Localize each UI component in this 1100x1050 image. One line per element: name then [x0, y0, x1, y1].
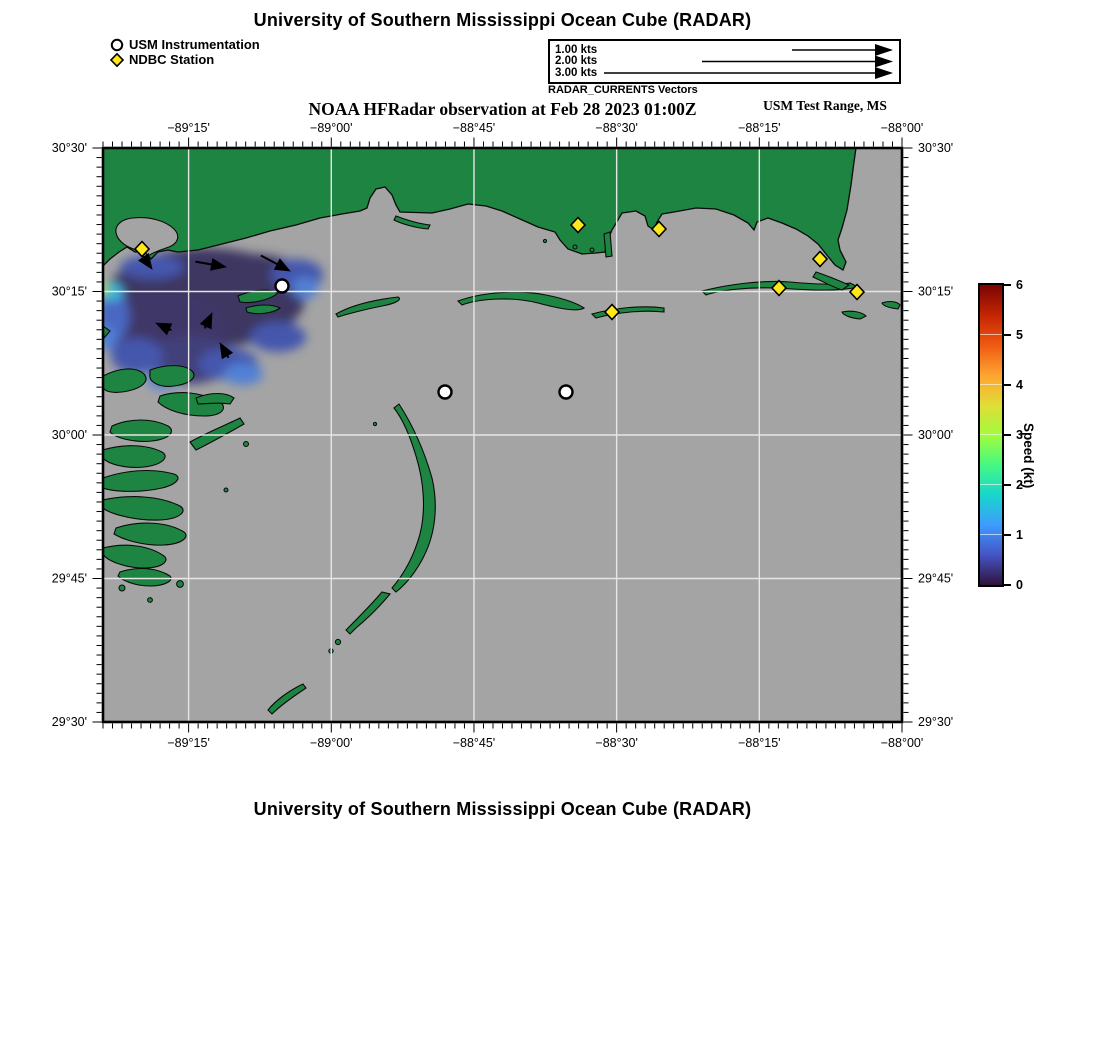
colorbar-gridline: [980, 434, 1002, 435]
top-title: University of Southern Mississippi Ocean Cube (RADAR): [253, 10, 752, 30]
legend-item-label: USM Instrumentation: [129, 37, 260, 52]
x-axis-tick-label: −88°15': [738, 736, 781, 750]
x-axis-tick-label: −88°15': [738, 121, 781, 135]
y-axis-tick-label: 29°30': [918, 715, 954, 729]
colorbar-tick: [1004, 434, 1011, 436]
islet: [148, 598, 153, 603]
y-axis-tick-label: 30°30': [51, 141, 87, 155]
island: [604, 232, 612, 257]
colorbar-tick-label: 3: [1016, 428, 1023, 442]
colorbar-tick: [1004, 484, 1011, 486]
islet: [373, 422, 376, 425]
x-axis-tick-label: −89°00': [310, 121, 353, 135]
colorbar-title: Speed (kt): [1021, 423, 1036, 489]
islet: [573, 245, 577, 249]
vector-scale-caption: RADAR_CURRENTS Vectors: [548, 84, 698, 96]
colorbar-tick: [1004, 284, 1011, 286]
colorbar-tick: [1004, 584, 1011, 586]
colorbar-gridline: [980, 534, 1002, 535]
islet: [244, 442, 249, 447]
scale-row-label: 2.00 kts: [555, 55, 598, 67]
x-axis-tick-label: −89°00': [310, 736, 353, 750]
speed-spot: [99, 284, 111, 296]
y-axis-tick-label: 30°30': [918, 141, 954, 155]
x-axis-tick-label: −89°15': [167, 121, 210, 135]
islet: [335, 639, 340, 644]
x-axis-tick-label: −88°30': [595, 736, 638, 750]
colorbar-tick-label: 0: [1016, 578, 1023, 592]
x-axis-tick-label: −88°00': [880, 121, 924, 135]
speed-spot: [250, 322, 306, 352]
colorbar-tick-label: 1: [1016, 528, 1023, 542]
y-axis-tick-label: 30°15': [51, 284, 87, 299]
x-axis-tick-label: −88°45': [452, 121, 496, 135]
speed-spot: [223, 363, 263, 385]
islet: [224, 488, 228, 492]
observation-subtitle: NOAA HFRadar observation at Feb 28 2023 01:00Z: [308, 99, 697, 119]
usm-instrument-marker: [560, 386, 573, 399]
colorbar-tick-label: 5: [1016, 328, 1023, 342]
y-axis-tick-label: 30°00': [51, 428, 87, 442]
colorbar-gridline: [980, 484, 1002, 485]
x-axis-tick-label: −88°30': [595, 121, 638, 135]
legend-item-label: NDBC Station: [129, 52, 215, 67]
x-axis-tick-label: −88°00': [880, 736, 924, 750]
y-axis-tick-label: 30°00': [918, 428, 954, 442]
colorbar-gridline: [980, 384, 1002, 385]
colorbar-tick: [1004, 534, 1011, 536]
y-axis-tick-label: 29°30': [51, 715, 87, 729]
y-axis-tick-label: 29°45': [51, 571, 87, 586]
colorbar-gridline: [980, 334, 1002, 335]
colorbar-tick-label: 6: [1016, 278, 1023, 292]
usm-instrument-marker: [276, 280, 289, 293]
colorbar-tick-label: 2: [1016, 478, 1023, 492]
x-axis-tick-label: −89°15': [167, 736, 210, 750]
speed-spot: [292, 277, 318, 299]
y-axis-tick-label: 29°45': [918, 571, 954, 586]
scale-row-label: 1.00 kts: [555, 43, 598, 56]
usm-instrument-marker: [439, 386, 452, 399]
island: [103, 446, 165, 468]
test-range-label: USM Test Range, MS: [763, 98, 887, 113]
colorbar: [978, 283, 1004, 587]
x-axis-tick-label: −88°45': [452, 736, 496, 750]
colorbar-tick: [1004, 334, 1011, 336]
colorbar-tick: [1004, 384, 1011, 386]
islet: [590, 248, 594, 252]
footer-title: University of Southern Mississippi Ocean Cube (RADAR): [253, 799, 752, 819]
islet: [543, 239, 546, 242]
colorbar-tick-label: 4: [1016, 378, 1023, 392]
islet: [177, 581, 184, 588]
y-axis-tick-label: 30°15': [918, 284, 954, 299]
islet: [119, 585, 125, 591]
scale-row-label: 3.00 kts: [555, 66, 598, 79]
